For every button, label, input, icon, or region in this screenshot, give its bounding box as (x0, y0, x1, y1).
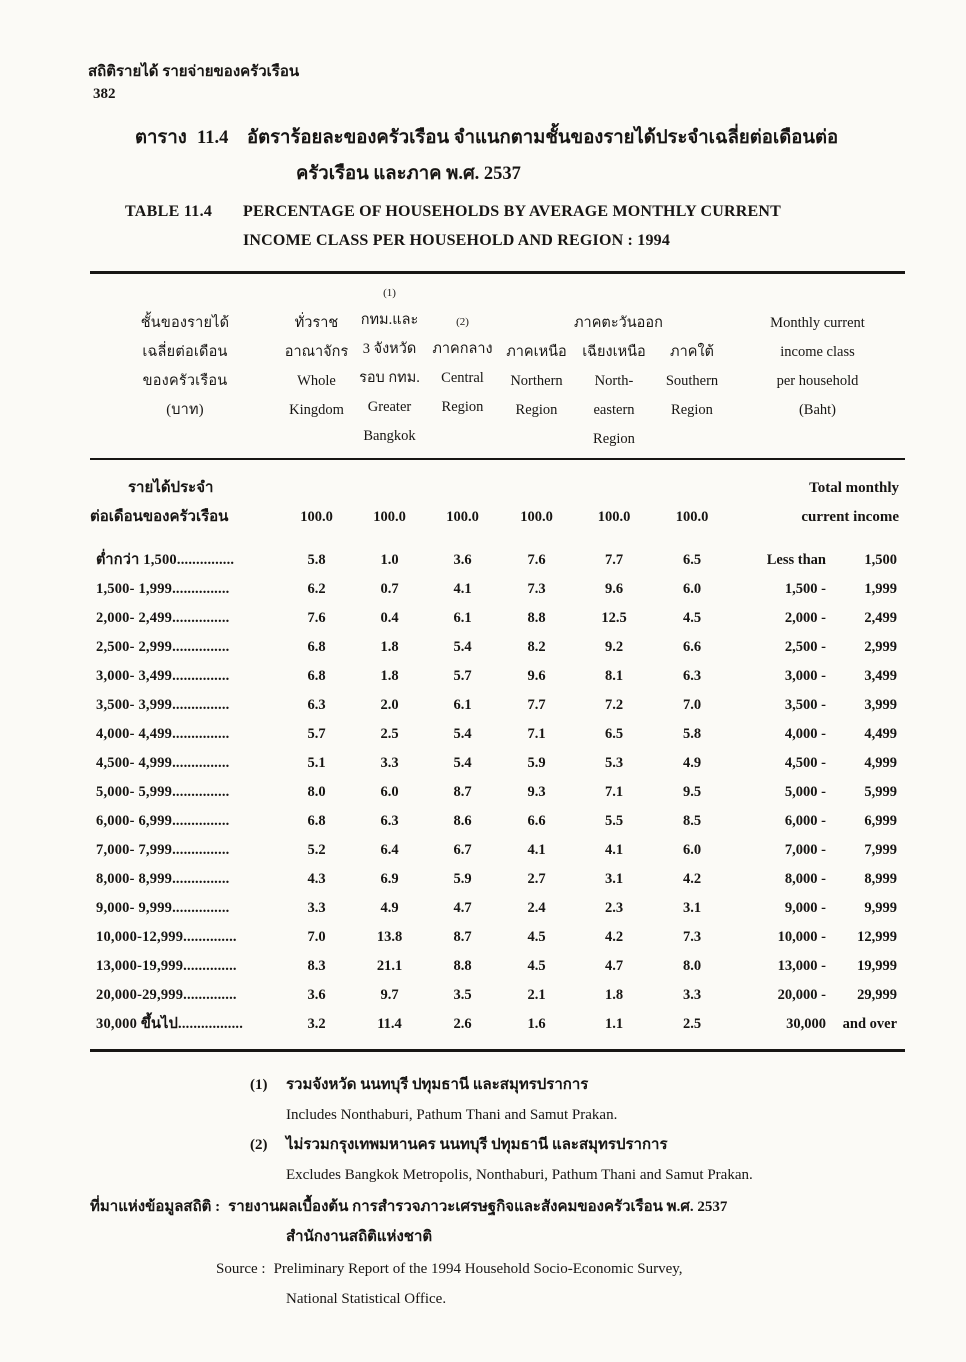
row-label-thai: 7,000- 7,999............... (96, 842, 230, 858)
cell-greater-bangkok: 6.3 (380, 813, 399, 829)
header-col-income-class-th (90, 280, 280, 454)
row-label-english (730, 604, 905, 633)
cell-whole-kingdom: 8.3 (307, 958, 326, 974)
header-line-northeastern: Region (593, 431, 635, 447)
row-english-to: 6,999 (864, 813, 897, 829)
table-title-english-line2: INCOME CLASS PER HOUSEHOLD AND REGION : 1994 (243, 232, 671, 249)
row-english-from: 13,000 - (777, 958, 826, 974)
table-row (90, 981, 905, 1010)
row-label-thai: 20,000-29,999.............. (96, 987, 237, 1003)
row-english-to: 2,999 (864, 639, 897, 655)
table-row (90, 633, 905, 662)
header-line-northeastern: เฉียงเหนือ (582, 344, 646, 360)
row-label-english (730, 952, 905, 981)
header-line-income-class-en: per household (776, 373, 859, 389)
table-title-english (125, 197, 906, 255)
cell-northern: 7.6 (527, 552, 546, 568)
header-line-whole-kingdom: อาณาจักร (284, 344, 349, 360)
row-english-from: 6,000 - (784, 813, 826, 829)
table-title-thai-text (247, 120, 838, 192)
row-label-thai: 4,000- 4,499............... (96, 726, 230, 742)
row-label-thai: 30,000 ขึ้นไป................. (96, 1016, 244, 1032)
cell-central: 2.6 (453, 1016, 472, 1032)
header-line-income-class-en: (Baht) (798, 402, 837, 418)
row-english-from: 30,000 (786, 1016, 826, 1032)
row-english-from: 10,000 - (777, 929, 826, 945)
header-line-income-class-th: เฉลี่ยต่อเดือน (142, 344, 228, 360)
total-row-thai-line1: รายได้ประจำ (128, 480, 214, 496)
footnote-marker-central: (2) (456, 316, 469, 328)
cell-southern: 6.0 (682, 842, 702, 858)
row-english-from: 4,500 - (784, 755, 826, 771)
row-english-from: 3,000 - (784, 668, 826, 684)
header-line-greater-bangkok: กทม.และ (360, 312, 419, 328)
cell-central: 6.1 (453, 697, 472, 713)
table-row (90, 778, 905, 807)
cell-northeastern: 5.5 (604, 813, 624, 829)
row-english-from: 1,500 - (784, 581, 826, 597)
cell-central: 8.7 (453, 929, 472, 945)
cell-northern: 2.1 (527, 987, 546, 1003)
cell-whole-kingdom: 7.6 (307, 610, 326, 626)
table-row (90, 546, 905, 575)
row-label-english (730, 981, 905, 1010)
header-line-whole-kingdom: Kingdom (289, 402, 344, 418)
table-row (90, 894, 905, 923)
cell-southern: 3.1 (682, 900, 702, 916)
title-block (125, 120, 906, 255)
row-english-from: 2,500 - (784, 639, 826, 655)
footnote-1-english: Includes Nonthaburi, Pathum Thani and Samut Prakan. (286, 1107, 618, 1123)
cell-greater-bangkok: 1.8 (380, 639, 399, 655)
cell-northern: 4.1 (527, 842, 546, 858)
row-label-english (730, 662, 905, 691)
cell-greater-bangkok: 1.0 (380, 552, 399, 568)
row-label-english (730, 894, 905, 923)
running-header (0, 0, 966, 106)
table-title-english-text (243, 197, 781, 255)
row-english-from: 5,000 - (784, 784, 826, 800)
row-english-from: 7,000 - (784, 842, 826, 858)
cell-greater-bangkok: 3.3 (380, 755, 399, 771)
row-label-thai: 2,000- 2,499............... (96, 610, 230, 626)
cell-greater-bangkok: 1.8 (380, 668, 399, 684)
cell-northern: 4.5 (527, 958, 546, 974)
header-line-greater-bangkok: Bangkok (363, 428, 416, 444)
header-line-northern: Northern (510, 373, 563, 389)
header-line-whole-kingdom: Whole (297, 373, 336, 389)
footnote-2-thai (90, 1130, 906, 1160)
cell-greater-bangkok: 2.0 (380, 697, 399, 713)
total-value-northeastern: 100.0 (597, 509, 631, 525)
row-label-thai: 10,000-12,999.............. (96, 929, 237, 945)
cell-central: 8.8 (453, 958, 472, 974)
cell-southern: 6.6 (682, 639, 702, 655)
row-label-thai: 1,500- 1,999............... (96, 581, 230, 597)
row-label-english (730, 807, 905, 836)
cell-central: 3.6 (453, 552, 472, 568)
cell-northern: 8.2 (527, 639, 546, 655)
cell-central: 5.9 (453, 871, 472, 887)
row-label-english (730, 691, 905, 720)
table-body (90, 534, 905, 1049)
cell-northeastern: 7.2 (604, 697, 624, 713)
cell-northeastern: 1.8 (604, 987, 624, 1003)
table-number-thai: 11.4 (197, 128, 229, 148)
footnote-2-thai-text: ไม่รวมกรุงเทพมหานคร นนทบุรี ปทุมธานี และสมุทรปราการ (286, 1137, 668, 1153)
cell-greater-bangkok: 6.9 (380, 871, 399, 887)
cell-southern: 7.0 (682, 697, 702, 713)
cell-northeastern: 4.1 (604, 842, 624, 858)
cell-greater-bangkok: 11.4 (377, 1016, 402, 1032)
row-english-from: 8,000 - (784, 871, 826, 887)
table-row (90, 952, 905, 981)
total-row-english-line2: current income (801, 509, 899, 525)
header-col-whole-kingdom (280, 280, 353, 454)
cell-greater-bangkok: 0.4 (380, 610, 399, 626)
cell-northeastern: 6.5 (604, 726, 624, 742)
source-thai (90, 1192, 906, 1222)
cell-northeastern: 4.2 (604, 929, 624, 945)
row-label-thai: 2,500- 2,999............... (96, 639, 230, 655)
page-number: 382 (93, 86, 116, 102)
source-english (90, 1254, 906, 1284)
cell-whole-kingdom: 3.3 (307, 900, 326, 916)
row-label-english (730, 749, 905, 778)
row-english-from: 9,000 - (784, 900, 826, 916)
cell-greater-bangkok: 6.0 (380, 784, 399, 800)
header-line-income-class-en: income class (780, 344, 855, 360)
row-label-english (730, 720, 905, 749)
row-english-from: 2,000 - (784, 610, 826, 626)
header-line-northern: Region (515, 402, 558, 418)
cell-central: 5.4 (453, 726, 472, 742)
cell-central: 5.7 (453, 668, 472, 684)
source-english-line2: National Statistical Office. (286, 1291, 447, 1307)
table-row (90, 662, 905, 691)
cell-northern: 8.8 (527, 610, 546, 626)
row-label-thai: 8,000- 8,999............... (96, 871, 230, 887)
row-label-english (730, 633, 905, 662)
table-title-thai-line1: อัตราร้อยละของครัวเรือน จำแนกตามชั้นของรายได้ประจำเฉลี่ยต่อเดือนต่อ (247, 128, 839, 148)
source-thai-label: ที่มาแห่งข้อมูลสถิติ : (90, 1199, 221, 1215)
row-english-from: 20,000 - (777, 987, 826, 1003)
header-line-income-class-th: ชั้นของรายได้ (140, 315, 230, 331)
source-english-label: Source : (216, 1261, 266, 1277)
row-english-to: 2,499 (864, 610, 897, 626)
footnotes (90, 1070, 906, 1314)
table-row (90, 1010, 905, 1039)
cell-northern: 2.7 (527, 871, 546, 887)
cell-northern: 7.1 (527, 726, 546, 742)
cell-greater-bangkok: 21.1 (376, 958, 403, 974)
cell-northeastern: 9.2 (604, 639, 624, 655)
cell-northeastern: 1.1 (604, 1016, 624, 1032)
row-label-english (730, 575, 905, 604)
row-label-english (730, 865, 905, 894)
total-row-thai-label (90, 474, 280, 532)
cell-northeastern: 5.3 (604, 755, 624, 771)
header-line-central: ภาคกลาง (432, 341, 493, 357)
cell-central: 6.1 (453, 610, 472, 626)
cell-greater-bangkok: 4.9 (380, 900, 399, 916)
table-row (90, 923, 905, 952)
cell-southern: 5.8 (682, 726, 702, 742)
row-label-english (730, 836, 905, 865)
header-line-greater-bangkok: Greater (367, 399, 412, 415)
row-label-thai: 3,000- 3,499............... (96, 668, 230, 684)
cell-whole-kingdom: 8.0 (307, 784, 326, 800)
cell-whole-kingdom: 4.3 (307, 871, 326, 887)
cell-northeastern: 4.7 (604, 958, 624, 974)
cell-northern: 5.9 (527, 755, 546, 771)
cell-whole-kingdom: 6.3 (307, 697, 326, 713)
row-english-to: 1,500 (864, 552, 897, 568)
row-english-to: 7,999 (864, 842, 897, 858)
table-row (90, 720, 905, 749)
total-row-english-line1: Total monthly (809, 480, 899, 496)
total-value-whole-kingdom: 100.0 (300, 509, 333, 525)
header-col-northeastern (574, 280, 663, 454)
cell-greater-bangkok: 13.8 (376, 929, 403, 945)
cell-whole-kingdom: 6.8 (307, 639, 326, 655)
cell-central: 3.5 (453, 987, 472, 1003)
header-line-northeastern: eastern (593, 402, 635, 418)
cell-northern: 7.7 (527, 697, 546, 713)
cell-central: 5.4 (453, 755, 472, 771)
cell-whole-kingdom: 3.2 (307, 1016, 326, 1032)
running-header-text: สถิติรายได้ รายจ่ายของครัวเรือน (88, 64, 300, 80)
cell-whole-kingdom: 5.8 (307, 552, 326, 568)
total-value-southern: 100.0 (675, 509, 709, 525)
cell-northern: 2.4 (527, 900, 546, 916)
row-label-english (730, 923, 905, 952)
table-title-thai (135, 120, 906, 192)
footnote-1-thai-text: รวมจังหวัด นนทบุรี ปทุมธานี และสมุทรปราการ (286, 1077, 589, 1093)
cell-northern: 7.3 (527, 581, 546, 597)
footnote-1-thai (90, 1070, 906, 1100)
row-english-to: 12,999 (857, 929, 897, 945)
cell-northeastern: 2.3 (604, 900, 624, 916)
row-label-thai: 5,000- 5,999............... (96, 784, 230, 800)
row-label-thai: ต่ำกว่า 1,500............... (96, 552, 235, 568)
cell-greater-bangkok: 6.4 (380, 842, 399, 858)
row-label-english (730, 546, 905, 575)
cell-central: 6.7 (453, 842, 472, 858)
table-row (90, 807, 905, 836)
row-label-english (730, 778, 905, 807)
source-thai-line2: สำนักงานสถิติแห่งชาติ (286, 1229, 433, 1245)
row-english-to: and over (842, 1016, 897, 1032)
footnote-1-marker: (1) (250, 1077, 268, 1093)
row-label-thai: 13,000-19,999.............. (96, 958, 237, 974)
cell-southern: 4.9 (682, 755, 702, 771)
cell-central: 4.1 (453, 581, 472, 597)
row-english-to: 4,999 (864, 755, 897, 771)
row-label-thai: 9,000- 9,999............... (96, 900, 230, 916)
table-bottom-rule (90, 1049, 905, 1052)
header-line-income-class-th: ของครัวเรือน (142, 373, 228, 389)
row-english-to: 5,999 (864, 784, 897, 800)
row-english-to: 4,499 (864, 726, 897, 742)
header-line-whole-kingdom: ทั่วราช (294, 315, 339, 331)
table-title-english-line1: PERCENTAGE OF HOUSEHOLDS BY AVERAGE MONTHLY CURRENT (243, 203, 781, 220)
cell-northern: 9.6 (527, 668, 546, 684)
cell-northeastern: 7.1 (604, 784, 624, 800)
footnote-2-marker: (2) (250, 1137, 268, 1153)
cell-southern: 9.5 (682, 784, 702, 800)
header-line-southern: ภาคใต้ (670, 344, 714, 360)
cell-southern: 6.3 (682, 668, 702, 684)
cell-central: 8.7 (453, 784, 472, 800)
cell-central: 5.4 (453, 639, 472, 655)
row-english-from: 3,500 - (784, 697, 826, 713)
cell-northeastern: 7.7 (604, 552, 624, 568)
cell-northeastern: 8.1 (604, 668, 624, 684)
cell-whole-kingdom: 5.1 (307, 755, 326, 771)
header-line-southern: Southern (665, 373, 719, 389)
total-row-english-label (730, 474, 905, 532)
cell-greater-bangkok: 0.7 (380, 581, 399, 597)
total-value-northern: 100.0 (520, 509, 553, 525)
header-line-greater-bangkok: 3 จังหวัด (362, 341, 417, 357)
row-english-from: 4,000 - (784, 726, 826, 742)
cell-northern: 4.5 (527, 929, 546, 945)
header-col-northern (499, 280, 574, 454)
cell-southern: 6.0 (682, 581, 702, 597)
cell-whole-kingdom: 7.0 (307, 929, 326, 945)
cell-northeastern: 3.1 (604, 871, 624, 887)
row-english-to: 1,999 (864, 581, 897, 597)
row-label-thai: 6,000- 6,999............... (96, 813, 230, 829)
cell-greater-bangkok: 2.5 (380, 726, 399, 742)
header-line-greater-bangkok: รอบ กทม. (359, 370, 420, 386)
header-col-greater-bangkok (353, 280, 426, 454)
table-label-thai: ตาราง (135, 128, 187, 148)
header-line-central: Central (441, 370, 484, 386)
row-english-to: 9,999 (864, 900, 897, 916)
cell-central: 8.6 (453, 813, 472, 829)
table-row (90, 836, 905, 865)
cell-southern: 2.5 (682, 1016, 702, 1032)
total-value-greater-bangkok: 100.0 (373, 509, 406, 525)
cell-northern: 6.6 (527, 813, 546, 829)
table-row (90, 575, 905, 604)
header-line-income-class-th: (บาท) (166, 402, 204, 418)
total-row (90, 460, 905, 534)
cell-southern: 8.5 (682, 813, 702, 829)
cell-whole-kingdom: 5.7 (307, 726, 326, 742)
header-line-northeastern: ภาคตะวันออก (574, 315, 663, 331)
table-label-english: TABLE 11.4 (125, 203, 213, 220)
cell-whole-kingdom: 6.8 (307, 813, 326, 829)
cell-northern: 1.6 (527, 1016, 546, 1032)
table-row (90, 749, 905, 778)
footnote-2-english: Excludes Bangkok Metropolis, Nonthaburi, Pathum Thani and Samut Prakan. (286, 1167, 753, 1183)
total-value-central: 100.0 (446, 509, 479, 525)
header-line-northeastern: North- (594, 373, 634, 389)
table-row (90, 691, 905, 720)
cell-southern: 6.5 (682, 552, 702, 568)
header-line-central: Region (441, 399, 484, 415)
table-row (90, 604, 905, 633)
cell-northeastern: 9.6 (604, 581, 624, 597)
row-label-thai: 3,500- 3,999............... (96, 697, 230, 713)
cell-greater-bangkok: 9.7 (380, 987, 399, 1003)
cell-whole-kingdom: 6.8 (307, 668, 326, 684)
header-col-central (426, 280, 499, 454)
source-english-text: Preliminary Report of the 1994 Household Socio-Economic Survey, (273, 1261, 683, 1277)
row-english-to: 8,999 (864, 871, 897, 887)
row-english-to: 3,499 (864, 668, 897, 684)
header-col-income-class-en (730, 280, 905, 454)
source-thai-text: รายงานผลเบื้องต้น การสำรวจภาวะเศรษฐกิจและสังคมของครัวเรือน พ.ศ. 2537 (228, 1199, 728, 1215)
row-english-to: 29,999 (857, 987, 897, 1003)
cell-southern: 4.2 (682, 871, 702, 887)
table-title-thai-line2: ครัวเรือน และภาค พ.ศ. 2537 (296, 164, 521, 184)
cell-whole-kingdom: 5.2 (307, 842, 326, 858)
row-english-from: Less than (766, 552, 826, 568)
total-row-thai-line2: ต่อเดือนของครัวเรือน (90, 509, 229, 525)
header-line-southern: Region (671, 402, 713, 418)
cell-northeastern: 12.5 (601, 610, 627, 626)
row-english-to: 19,999 (857, 958, 897, 974)
table-row (90, 865, 905, 894)
footnote-marker-greater-bangkok: (1) (383, 287, 396, 299)
row-english-to: 3,999 (864, 697, 897, 713)
cell-southern: 7.3 (682, 929, 702, 945)
row-label-english (730, 1010, 905, 1039)
income-table (90, 271, 905, 1052)
cell-southern: 8.0 (682, 958, 702, 974)
cell-southern: 3.3 (682, 987, 702, 1003)
cell-whole-kingdom: 3.6 (307, 987, 326, 1003)
cell-northern: 9.3 (527, 784, 546, 800)
table-header (90, 274, 905, 458)
cell-central: 4.7 (453, 900, 472, 916)
header-line-northern: ภาคเหนือ (506, 344, 567, 360)
header-col-southern (654, 280, 730, 454)
row-label-thai: 4,500- 4,999............... (96, 755, 230, 771)
cell-whole-kingdom: 6.2 (307, 581, 326, 597)
cell-southern: 4.5 (682, 610, 702, 626)
header-line-income-class-en: Monthly current (770, 315, 865, 331)
